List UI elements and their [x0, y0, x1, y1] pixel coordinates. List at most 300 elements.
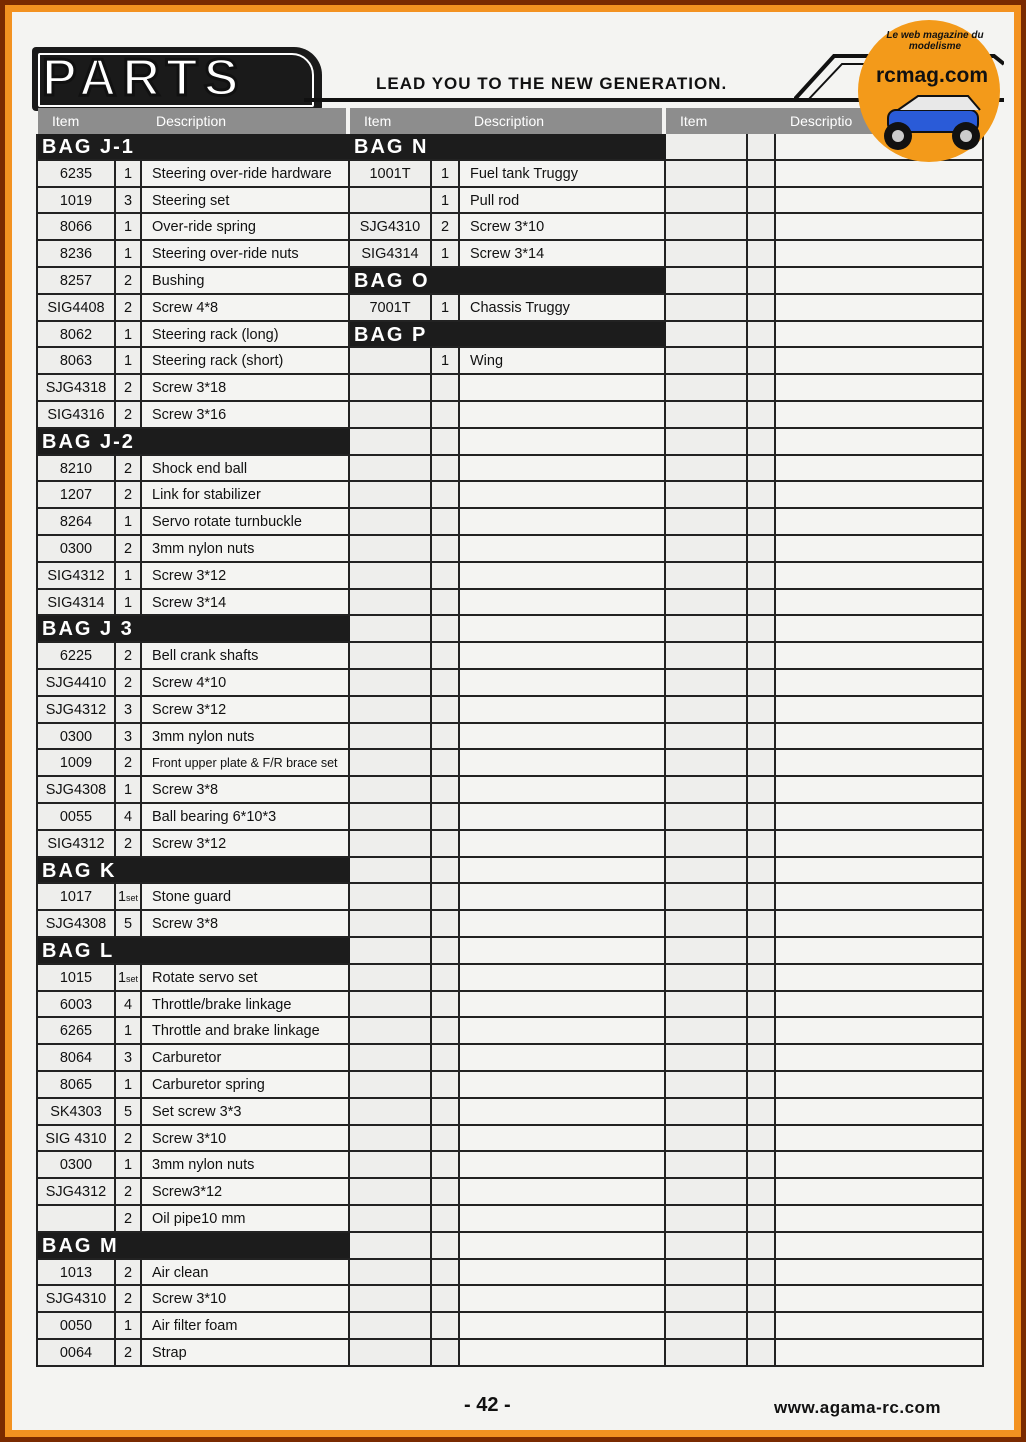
empty-cell	[776, 536, 984, 563]
part-quantity: 1	[116, 214, 142, 241]
part-quantity: 2	[116, 1179, 142, 1206]
part-item-number: 8066	[38, 214, 116, 241]
part-quantity: 1	[116, 322, 142, 349]
part-quantity	[116, 884, 142, 911]
empty-cell	[350, 616, 432, 643]
empty-cell	[460, 911, 666, 938]
part-description: Screw 3*14	[460, 241, 666, 268]
empty-cell	[666, 724, 748, 751]
empty-cell	[432, 724, 460, 751]
empty-cell	[748, 322, 776, 349]
part-item-number: SJG4312	[38, 1179, 116, 1206]
empty-cell	[460, 1045, 666, 1072]
empty-cell	[460, 831, 666, 858]
empty-cell	[666, 1206, 748, 1233]
empty-cell	[666, 563, 748, 590]
table-border	[36, 134, 38, 1367]
empty-cell	[460, 777, 666, 804]
empty-cell	[748, 1206, 776, 1233]
empty-cell	[460, 429, 666, 456]
empty-cell	[776, 697, 984, 724]
empty-cell	[350, 831, 432, 858]
empty-cell	[776, 884, 984, 911]
part-item-number: 0050	[38, 1313, 116, 1340]
part-item-number: 8264	[38, 509, 116, 536]
empty-cell	[350, 643, 432, 670]
part-description: Servo rotate turnbuckle	[142, 509, 350, 536]
part-description: Screw 4*10	[142, 670, 350, 697]
part-item-number: 6225	[38, 643, 116, 670]
part-description: Carburetor	[142, 1045, 350, 1072]
part-description: Screw 3*18	[142, 375, 350, 402]
part-description: Link for stabilizer	[142, 482, 350, 509]
empty-cell	[350, 1099, 432, 1126]
empty-cell	[350, 1018, 432, 1045]
empty-cell	[748, 402, 776, 429]
empty-cell	[666, 1286, 748, 1313]
part-description: Steering over-ride nuts	[142, 241, 350, 268]
part-quantity: 2	[116, 295, 142, 322]
part-quantity: 1	[432, 295, 460, 322]
empty-cell	[748, 456, 776, 483]
empty-cell	[776, 1233, 984, 1260]
part-description: Carburetor spring	[142, 1072, 350, 1099]
empty-cell	[666, 911, 748, 938]
part-description: Screw 3*14	[142, 590, 350, 617]
part-quantity: 1	[116, 241, 142, 268]
part-description: Screw 3*12	[142, 563, 350, 590]
empty-cell	[776, 509, 984, 536]
empty-cell	[666, 590, 748, 617]
empty-cell	[432, 1206, 460, 1233]
part-quantity: 3	[116, 188, 142, 215]
quantity-value: 1	[117, 969, 127, 986]
part-quantity: 1	[432, 161, 460, 188]
part-quantity: 3	[116, 1045, 142, 1072]
empty-cell	[776, 590, 984, 617]
empty-cell	[748, 268, 776, 295]
part-description: Chassis Truggy	[460, 295, 666, 322]
part-description: Steering over-ride hardware	[142, 161, 350, 188]
part-quantity: 4	[116, 992, 142, 1019]
empty-cell	[748, 375, 776, 402]
part-item-number: 8236	[38, 241, 116, 268]
empty-cell	[350, 1260, 432, 1287]
part-item-number: SIG4312	[38, 831, 116, 858]
part-description: Wing	[460, 348, 666, 375]
part-item-number: 1013	[38, 1260, 116, 1287]
empty-cell	[432, 1340, 460, 1367]
empty-cell	[748, 1286, 776, 1313]
part-item-number: SJG4308	[38, 777, 116, 804]
part-quantity: 1	[116, 348, 142, 375]
empty-cell	[460, 724, 666, 751]
empty-cell	[748, 188, 776, 215]
empty-cell	[776, 375, 984, 402]
part-quantity: 1	[432, 188, 460, 215]
part-description: Screw 3*12	[142, 697, 350, 724]
part-item-number: SJG4410	[38, 670, 116, 697]
empty-cell	[460, 938, 666, 965]
empty-cell	[350, 777, 432, 804]
empty-cell	[666, 1126, 748, 1153]
part-item-number	[350, 348, 432, 375]
empty-cell	[776, 616, 984, 643]
empty-cell	[748, 295, 776, 322]
part-item-number: 8064	[38, 1045, 116, 1072]
empty-cell	[666, 188, 748, 215]
empty-cell	[666, 670, 748, 697]
empty-cell	[748, 1233, 776, 1260]
part-description: Screw 3*8	[142, 911, 350, 938]
part-quantity: 1	[116, 563, 142, 590]
empty-cell	[666, 858, 748, 885]
part-quantity: 2	[116, 1126, 142, 1153]
empty-cell	[666, 804, 748, 831]
empty-cell	[666, 697, 748, 724]
empty-cell	[350, 1045, 432, 1072]
empty-cell	[748, 777, 776, 804]
header-item: Item	[364, 113, 392, 129]
empty-cell	[666, 1072, 748, 1099]
part-description: Over-ride spring	[142, 214, 350, 241]
empty-cell	[460, 590, 666, 617]
empty-cell	[666, 402, 748, 429]
part-quantity: 1	[116, 1152, 142, 1179]
part-item-number	[38, 1206, 116, 1233]
part-description: Ball bearing 6*10*3	[142, 804, 350, 831]
empty-cell	[460, 1018, 666, 1045]
quantity-unit: set	[126, 973, 139, 984]
empty-cell	[748, 1179, 776, 1206]
part-description: Rotate servo set	[142, 965, 350, 992]
empty-cell	[666, 643, 748, 670]
empty-cell	[748, 1340, 776, 1367]
empty-cell	[776, 1099, 984, 1126]
part-item-number: SIG4314	[350, 241, 432, 268]
part-description: Screw 3*8	[142, 777, 350, 804]
empty-cell	[748, 724, 776, 751]
empty-cell	[748, 1126, 776, 1153]
part-description: 3mm nylon nuts	[142, 724, 350, 751]
empty-cell	[460, 509, 666, 536]
empty-cell	[666, 750, 748, 777]
part-quantity: 5	[116, 1099, 142, 1126]
tagline: LEAD YOU TO THE NEW GENERATION.	[376, 74, 728, 93]
empty-cell	[666, 616, 748, 643]
part-description: Screw 3*16	[142, 402, 350, 429]
empty-cell	[460, 375, 666, 402]
empty-cell	[350, 1152, 432, 1179]
empty-cell	[666, 161, 748, 188]
part-description: Fuel tank Truggy	[460, 161, 666, 188]
empty-cell	[460, 1286, 666, 1313]
part-description: Bell crank shafts	[142, 643, 350, 670]
empty-cell	[776, 295, 984, 322]
part-quantity: 2	[116, 482, 142, 509]
empty-cell	[350, 1072, 432, 1099]
part-quantity: 2	[116, 1286, 142, 1313]
empty-cell	[432, 590, 460, 617]
empty-cell	[776, 563, 984, 590]
empty-cell	[432, 563, 460, 590]
part-item-number: SIG4316	[38, 402, 116, 429]
empty-cell	[776, 643, 984, 670]
empty-cell	[776, 1340, 984, 1367]
quantity-value: 1	[117, 889, 127, 906]
part-description: Stone guard	[142, 884, 350, 911]
empty-cell	[776, 1313, 984, 1340]
empty-cell	[776, 938, 984, 965]
empty-cell	[666, 884, 748, 911]
bag-heading: BAG J-1	[38, 134, 350, 161]
part-description: 3mm nylon nuts	[142, 1152, 350, 1179]
empty-cell	[460, 1179, 666, 1206]
empty-cell	[432, 858, 460, 885]
empty-cell	[432, 1018, 460, 1045]
empty-cell	[776, 188, 984, 215]
empty-cell	[460, 643, 666, 670]
part-item-number: 0300	[38, 1152, 116, 1179]
empty-cell	[432, 429, 460, 456]
empty-cell	[666, 992, 748, 1019]
part-description: Throttle/brake linkage	[142, 992, 350, 1019]
empty-cell	[432, 482, 460, 509]
part-quantity: 2	[116, 1206, 142, 1233]
part-quantity: 2	[116, 375, 142, 402]
empty-cell	[666, 348, 748, 375]
empty-cell	[460, 697, 666, 724]
empty-cell	[666, 214, 748, 241]
empty-cell	[748, 858, 776, 885]
part-description: Screw 3*10	[142, 1126, 350, 1153]
part-item-number: 8062	[38, 322, 116, 349]
empty-cell	[350, 697, 432, 724]
empty-cell	[460, 482, 666, 509]
bag-heading: BAG N	[350, 134, 666, 161]
empty-cell	[748, 348, 776, 375]
empty-cell	[776, 750, 984, 777]
part-description: Screw3*12	[142, 1179, 350, 1206]
empty-cell	[666, 1045, 748, 1072]
empty-cell	[460, 670, 666, 697]
empty-cell	[432, 1179, 460, 1206]
empty-cell	[776, 1152, 984, 1179]
rcmag-badge	[848, 20, 1006, 166]
part-quantity: 5	[116, 911, 142, 938]
empty-cell	[432, 1045, 460, 1072]
empty-cell	[666, 1313, 748, 1340]
empty-cell	[748, 804, 776, 831]
part-item-number: SJG4308	[38, 911, 116, 938]
empty-cell	[776, 1206, 984, 1233]
page-number: - 42 -	[464, 1394, 511, 1416]
empty-cell	[350, 1179, 432, 1206]
empty-cell	[460, 1313, 666, 1340]
empty-cell	[666, 295, 748, 322]
empty-cell	[748, 429, 776, 456]
part-quantity: 2	[116, 402, 142, 429]
empty-cell	[776, 402, 984, 429]
empty-cell	[666, 1233, 748, 1260]
part-item-number: 8065	[38, 1072, 116, 1099]
empty-cell	[460, 884, 666, 911]
empty-cell	[460, 1206, 666, 1233]
empty-cell	[432, 643, 460, 670]
empty-cell	[432, 536, 460, 563]
empty-cell	[666, 375, 748, 402]
empty-cell	[432, 831, 460, 858]
part-item-number: 0064	[38, 1340, 116, 1367]
badge-brand: rcmag.com	[875, 64, 989, 87]
empty-cell	[666, 1018, 748, 1045]
part-quantity: 2	[116, 268, 142, 295]
empty-cell	[666, 536, 748, 563]
part-quantity: 3	[116, 697, 142, 724]
part-quantity: 2	[116, 643, 142, 670]
part-item-number: 8210	[38, 456, 116, 483]
part-item-number: SJG4310	[350, 214, 432, 241]
empty-cell	[776, 348, 984, 375]
empty-cell	[748, 643, 776, 670]
part-description: Steering rack (short)	[142, 348, 350, 375]
part-item-number: SJG4312	[38, 697, 116, 724]
empty-cell	[432, 992, 460, 1019]
empty-cell	[666, 268, 748, 295]
empty-cell	[748, 750, 776, 777]
website-url[interactable]: www.agama-rc.com	[774, 1398, 942, 1417]
empty-cell	[460, 1072, 666, 1099]
bag-heading: BAG O	[350, 268, 666, 295]
part-item-number: SIG4408	[38, 295, 116, 322]
empty-cell	[776, 241, 984, 268]
empty-cell	[748, 214, 776, 241]
empty-cell	[748, 1045, 776, 1072]
empty-cell	[776, 858, 984, 885]
empty-cell	[432, 884, 460, 911]
empty-cell	[776, 1179, 984, 1206]
empty-cell	[666, 1260, 748, 1287]
empty-cell	[748, 563, 776, 590]
part-item-number: 0055	[38, 804, 116, 831]
empty-cell	[350, 563, 432, 590]
part-quantity: 2	[116, 1340, 142, 1367]
part-item-number: 8257	[38, 268, 116, 295]
empty-cell	[432, 804, 460, 831]
empty-cell	[748, 509, 776, 536]
empty-cell	[432, 750, 460, 777]
empty-cell	[776, 214, 984, 241]
part-quantity: 1	[116, 1313, 142, 1340]
part-quantity: 2	[432, 214, 460, 241]
empty-cell	[460, 1340, 666, 1367]
part-quantity: 1	[116, 161, 142, 188]
empty-cell	[776, 992, 984, 1019]
bag-heading: BAG L	[38, 938, 350, 965]
empty-cell	[666, 831, 748, 858]
empty-cell	[666, 1179, 748, 1206]
rc-car-icon	[868, 92, 998, 156]
empty-cell	[350, 670, 432, 697]
empty-cell	[432, 1152, 460, 1179]
part-description: Screw 3*10	[460, 214, 666, 241]
empty-cell	[350, 482, 432, 509]
empty-cell	[350, 590, 432, 617]
empty-cell	[460, 402, 666, 429]
part-description: Steering rack (long)	[142, 322, 350, 349]
empty-cell	[460, 1099, 666, 1126]
empty-cell	[776, 322, 984, 349]
header-description: Descriptio	[790, 113, 853, 129]
empty-cell	[748, 831, 776, 858]
empty-cell	[460, 965, 666, 992]
empty-cell	[432, 1313, 460, 1340]
empty-cell	[350, 992, 432, 1019]
part-quantity: 1	[116, 1072, 142, 1099]
part-item-number: 1017	[38, 884, 116, 911]
empty-cell	[776, 777, 984, 804]
empty-cell	[350, 884, 432, 911]
empty-cell	[460, 616, 666, 643]
empty-cell	[666, 509, 748, 536]
part-description: Screw 3*12	[142, 831, 350, 858]
part-description: Air filter foam	[142, 1313, 350, 1340]
part-description: Bushing	[142, 268, 350, 295]
empty-cell	[460, 858, 666, 885]
part-description: Pull rod	[460, 188, 666, 215]
empty-cell	[350, 911, 432, 938]
part-item-number: 7001T	[350, 295, 432, 322]
empty-cell	[432, 1233, 460, 1260]
empty-cell	[666, 241, 748, 268]
part-quantity: 1	[116, 1018, 142, 1045]
empty-cell	[460, 456, 666, 483]
empty-cell	[432, 670, 460, 697]
part-description: Front upper plate & F/R brace set	[142, 750, 350, 777]
empty-cell	[432, 402, 460, 429]
empty-cell	[460, 536, 666, 563]
empty-cell	[748, 482, 776, 509]
empty-cell	[350, 1340, 432, 1367]
empty-cell	[748, 965, 776, 992]
empty-cell	[666, 429, 748, 456]
empty-cell	[432, 616, 460, 643]
empty-cell	[748, 161, 776, 188]
empty-cell	[776, 1260, 984, 1287]
part-quantity: 2	[116, 536, 142, 563]
bag-heading: BAG K	[38, 858, 350, 885]
empty-cell	[350, 536, 432, 563]
empty-cell	[776, 1045, 984, 1072]
empty-cell	[350, 456, 432, 483]
empty-cell	[776, 1126, 984, 1153]
empty-cell	[666, 965, 748, 992]
part-description: Screw 4*8	[142, 295, 350, 322]
empty-cell	[748, 1313, 776, 1340]
empty-cell	[748, 241, 776, 268]
empty-cell	[748, 697, 776, 724]
empty-cell	[776, 456, 984, 483]
part-quantity	[116, 965, 142, 992]
part-item-number: 1001T	[350, 161, 432, 188]
part-description: Steering set	[142, 188, 350, 215]
empty-cell	[748, 911, 776, 938]
part-description: Set screw 3*3	[142, 1099, 350, 1126]
part-quantity: 1	[116, 509, 142, 536]
part-description: Shock end ball	[142, 456, 350, 483]
empty-cell	[666, 1099, 748, 1126]
empty-cell	[460, 1260, 666, 1287]
